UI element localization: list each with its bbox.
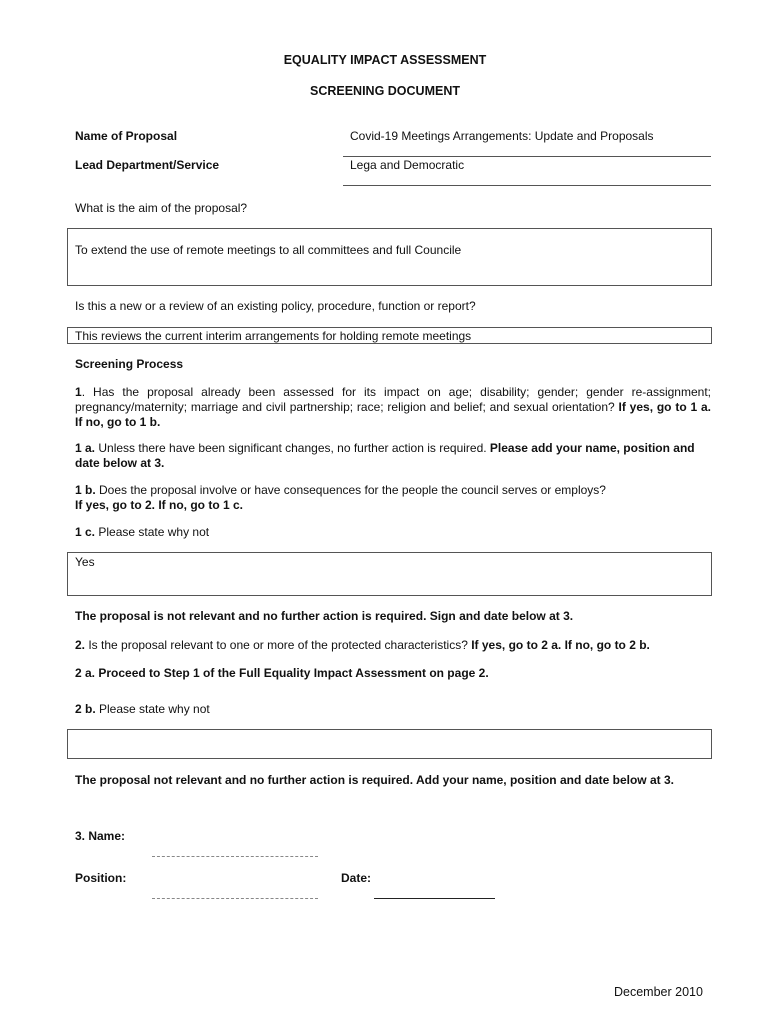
not-relevant-statement-2-main: The proposal not relevant and no further action is required (75, 773, 410, 787)
position-label: Position: (75, 871, 127, 885)
question-2-text: Is the proposal relevant to one or more of the protected characteristics? (85, 638, 472, 652)
question-1b (75, 483, 711, 513)
aim-answer-box[interactable] (67, 228, 712, 286)
question-1c (75, 525, 711, 540)
question-1 (75, 385, 711, 430)
review-answer-text: This reviews the current interim arrangements for holding remote meetings (75, 329, 472, 343)
question-1c-text: Please state why not (95, 525, 210, 539)
question-1b-text: Does the proposal involve or have consequences for the people the council serves or employs? (95, 483, 606, 497)
question-2-number: 2. (75, 638, 86, 652)
question-2b-text: Please state why not (95, 702, 210, 716)
position-signature-line[interactable] (152, 898, 318, 899)
aim-question: What is the aim of the proposal? (75, 201, 248, 215)
question-2b-number: 2 b. (75, 702, 96, 716)
not-relevant-statement-1 (75, 609, 711, 624)
name-signature-line[interactable] (152, 856, 318, 857)
name-label: 3. Name: (75, 829, 126, 843)
not-relevant-statement-2-tail: . Add your name, position and date below at 3. (409, 773, 674, 787)
proposal-name-label: Name of Proposal (75, 129, 178, 143)
question-1a-text: Unless there have been significant changes, no further action is required. (95, 441, 490, 455)
question-1-text: . Has the proposal already been assessed for its impact on age; disability; gender; gender re-assignment; pregnancy/maternity; marriage and civil partnership; race; religion and belief; and sexual orientation? (75, 385, 711, 414)
question-2 (75, 638, 711, 653)
question-1c-answer-text: Yes (75, 555, 95, 569)
screening-heading: Screening Process (75, 357, 184, 371)
question-2-instruction: If yes, go to 2 a. If no, go to 2 b. (471, 638, 650, 652)
not-relevant-statement-1-tail: . Sign and date below at 3. (423, 609, 574, 623)
question-1a-number: 1 a. (75, 441, 96, 455)
lead-department-underline (343, 185, 711, 186)
question-2b (75, 702, 711, 717)
page-title: EQUALITY IMPACT ASSESSMENT (283, 53, 487, 67)
review-question: Is this a new or a review of an existing policy, procedure, function or report? (75, 299, 476, 313)
question-2a: 2 a. Proceed to Step 1 of the Full Equality Impact Assessment on page 2. (75, 666, 489, 680)
proposal-name-value[interactable]: Covid-19 Meetings Arrangements: Update and Proposals (350, 129, 654, 143)
question-1a-instruction: Please add your name, position and date below at 3. (75, 441, 695, 470)
question-1b-instruction: If yes, go to 2. If no, go to 1 c. (75, 498, 244, 512)
question-1c-answer-box[interactable] (67, 552, 712, 596)
not-relevant-statement-2 (75, 773, 711, 788)
footer-date: December 2010 (614, 985, 703, 999)
lead-department-label: Lead Department/Service (75, 158, 220, 172)
question-1c-number: 1 c. (75, 525, 96, 539)
date-signature-line[interactable] (374, 898, 495, 899)
aim-answer-text: To extend the use of remote meetings to all committees and full Councile (75, 243, 462, 257)
question-1-number: 1 (75, 385, 82, 399)
lead-department-value[interactable]: Lega and Democratic (350, 158, 465, 172)
question-2b-answer-box[interactable] (67, 729, 712, 759)
date-label: Date: (341, 871, 372, 885)
review-answer-box[interactable] (67, 327, 712, 344)
not-relevant-statement-1-main: The proposal is not relevant and no further action is required (75, 609, 424, 623)
page-subtitle: SCREENING DOCUMENT (309, 84, 460, 98)
question-1a (75, 441, 711, 471)
proposal-name-underline (343, 156, 711, 157)
question-1-instruction: If yes, go to 1 a. If no, go to 1 b. (75, 400, 711, 429)
question-1b-number: 1 b. (75, 483, 96, 497)
